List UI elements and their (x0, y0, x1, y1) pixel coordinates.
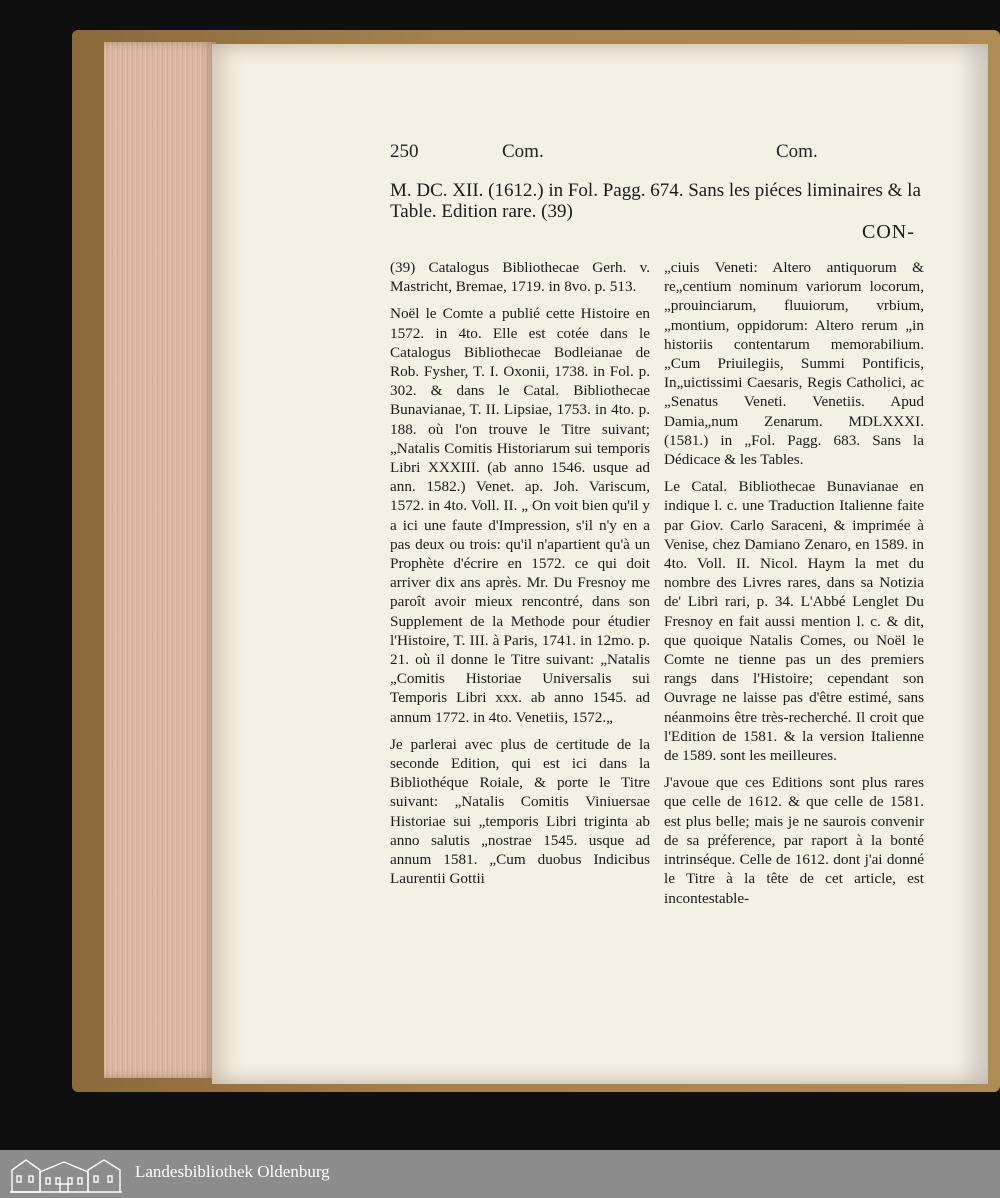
page-edges (104, 42, 216, 1078)
text-paragraph: Noël le Comte a publié cette Histoire en 1572. in 4to. Elle est cotée dans le Catalogus Bibliothecae Bodleianae de Rob. Fysher, T. I. Oxonii, 1738. in Fol. p. 302. & dans le Catal. Bibliothecae Bunavianae, T. II. Lipsiae, 1753. in 4to. p. 188. où l'on trouve le Titre suivant; „Natalis Comitis Historiarum sui temporis Libri XXXIII. (ab anno 1546. usque ad ann. 1582.) Venet. ap. Joh. Variscum, 1572. in 4to. Voll. II. „ On voit bien qu'il y a ici une faute d'Impression, s'il n'y en a pas deux ou trois: qu'il n'apartient qu'à un Prophète d'écrire en 1572. ce qui doit arriver dix ans après. Mr. Du Fresnoy me paroît avoir mieux rencontré, dans son Supplement de la Methode pour étudier l'Histoire, T. III. à Paris, 1741. in 12mo. p. 21. où il donne le Titre suivant: „Natalis „Comitis Historiae Universalis sui Temporis Libri xxx. ab anno 1545. ad annum 1772. in 4to. Venetiis, 1572.„ (390, 305, 650, 726)
library-name: Landesbibliothek Oldenburg (135, 1162, 330, 1181)
right-column (664, 258, 924, 916)
running-head-right: Com. (776, 141, 818, 162)
library-building-icon (8, 1154, 124, 1194)
title-line: M. DC. XII. (1612.) in Fol. Pagg. 674. Sans les piéces liminaires & la Table. Edition rare. (39) (390, 180, 921, 222)
running-head-left: Com. (502, 141, 544, 162)
page-number: 250 (390, 141, 419, 162)
footer-bar (0, 1150, 1000, 1198)
text-paragraph: J'avoue que ces Editions sont plus rares que celle de 1612. & que celle de 1581. est plus belle; mais je ne saurois convenir de sa préference, par raport à la bonté intrinséque. Celle de 1612. dont j'ai donné le Titre à la tête de cet article, est incontestable- (664, 774, 924, 907)
text-paragraph: Le Catal. Bibliothecae Bunavianae en indique l. c. une Traduction Italienne faite par Giov. Carlo Saraceni, & imprimée à Venise, chez Damiano Zenaro, en 1589. in 4to. Voll. II. Nicol. Haym la met du nombre des Livres rares, dans sa Notizia de' Libri rari, p. 34. L'Abbé Lenglet Du Fresnoy en fait aussi mention l. c. & dit, que quoique Natalis Comes, ou Noël le Comte ne tienne pas un des premiers rangs dans l'Histoire; cependant son Ouvrage ne laisse pas d'être estimé, sans néanmoins être très-recherché. Il croit que l'Edition de 1581. & la version Italienne de 1589. sont les meilleures. (664, 478, 924, 765)
footnote-paragraph: (39) Catalogus Bibliothecae Gerh. v. Mastricht, Bremae, 1719. in 8vo. p. 513. (390, 259, 650, 296)
text-paragraph: „ciuis Veneti: Altero antiquorum & re„centium nominum variorum locorum, „prouinciarum, fluuiorum, vrbium, „montium, oppidorum: Altero rerum „in historiis contentarum memorabilium. „Cum Priuilegiis, Summi Pontificis, In„uictissimi Caesaris, Regis Catholici, ac „Senatus Veneti. Venetiis. Apud Damia„num Zenarum. MDLXXXI. (1581.) in „Fol. Pagg. 683. Sans la Dédicace & les Tables. (664, 259, 924, 469)
text-paragraph: Je parlerai avec plus de certitude de la seconde Edition, qui est ici dans la Bibliothéque Roiale, & porte le Titre suivant: „Natalis Comitis Viniuersae Historiae sui „temporis Libri triginta ab anno salutis „nostrae 1545. usque ad annum 1581. „Cum duobus Indicibus Laurentii Gottii (390, 735, 650, 888)
section-heading: CON- (862, 221, 915, 243)
left-column (390, 258, 650, 897)
